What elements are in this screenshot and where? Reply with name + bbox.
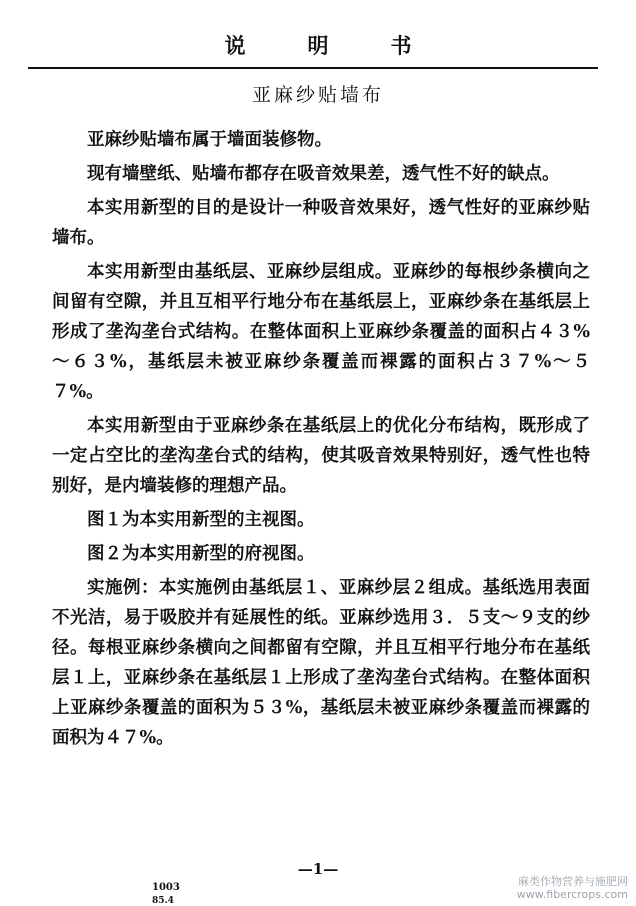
- watermark-url: www.fibercrops.com: [516, 888, 628, 901]
- paragraph-2: 现有墙壁纸、贴墙布都存在吸音效果差，透气性不好的缺点。: [87, 164, 560, 184]
- header-char-1: 说: [224, 33, 246, 58]
- header-char-2: 明: [307, 33, 329, 58]
- paragraph-3: 本实用新型的目的是设计一种吸音效果好，透气性好的亚麻纱贴墙布。: [52, 198, 590, 248]
- header-char-3: 书: [390, 33, 412, 58]
- margin-note-code: 1003: [152, 882, 180, 893]
- watermark-site-name: 麻类作物营养与施肥网: [518, 875, 628, 888]
- paragraph-6: 图１为本实用新型的主视图。: [87, 510, 315, 530]
- paragraph-1: 亚麻纱贴墙布属于墙面装修物。: [87, 130, 332, 150]
- document-header-title: [0, 30, 636, 60]
- paragraph-5: 本实用新型由于亚麻纱条在基纸层上的优化分布结构，既形成了一定占空比的垄沟垄台式的结构，使其吸音效果特别好，透气性也特别好，是内墙装修的理想产品。: [52, 416, 590, 496]
- document-body: [52, 125, 590, 757]
- document-title: 亚麻纱贴墙布: [251, 84, 384, 106]
- margin-note-code-2: 85.4: [152, 896, 174, 906]
- page-number: —1—: [297, 860, 339, 878]
- paragraph-4: 本实用新型由基纸层、亚麻纱层组成。亚麻纱的每根纱条横向之间留有空隙，并且互相平行地分布在基纸层上，亚麻纱条在基纸层上形成了垄沟垄台式结构。在整体面积上亚麻纱条覆盖的面积占４３%～６３%，基纸层未被亚麻纱条覆盖而裸露的面积占３７%～５７%。: [52, 262, 590, 402]
- watermark: [517, 875, 628, 901]
- paragraph-8: 实施例：本实施例由基纸层１、亚麻纱层２组成。基纸选用表面不光洁，易于吸胶并有延展性的纸。亚麻纱选用３．５支～９支的纱径。每根亚麻纱条横向之间都留有空隙，并且互相平行地分布在基纸层１上，亚麻纱条在基纸层１上形成了垄沟垄台式结构。在整体面积上亚麻纱条覆盖的面积为５３%，基纸层未被亚麻纱条覆盖而裸露的面积为４７%。: [52, 578, 590, 748]
- header-rule: [28, 67, 598, 69]
- paragraph-7: 图２为本实用新型的府视图。: [87, 544, 315, 564]
